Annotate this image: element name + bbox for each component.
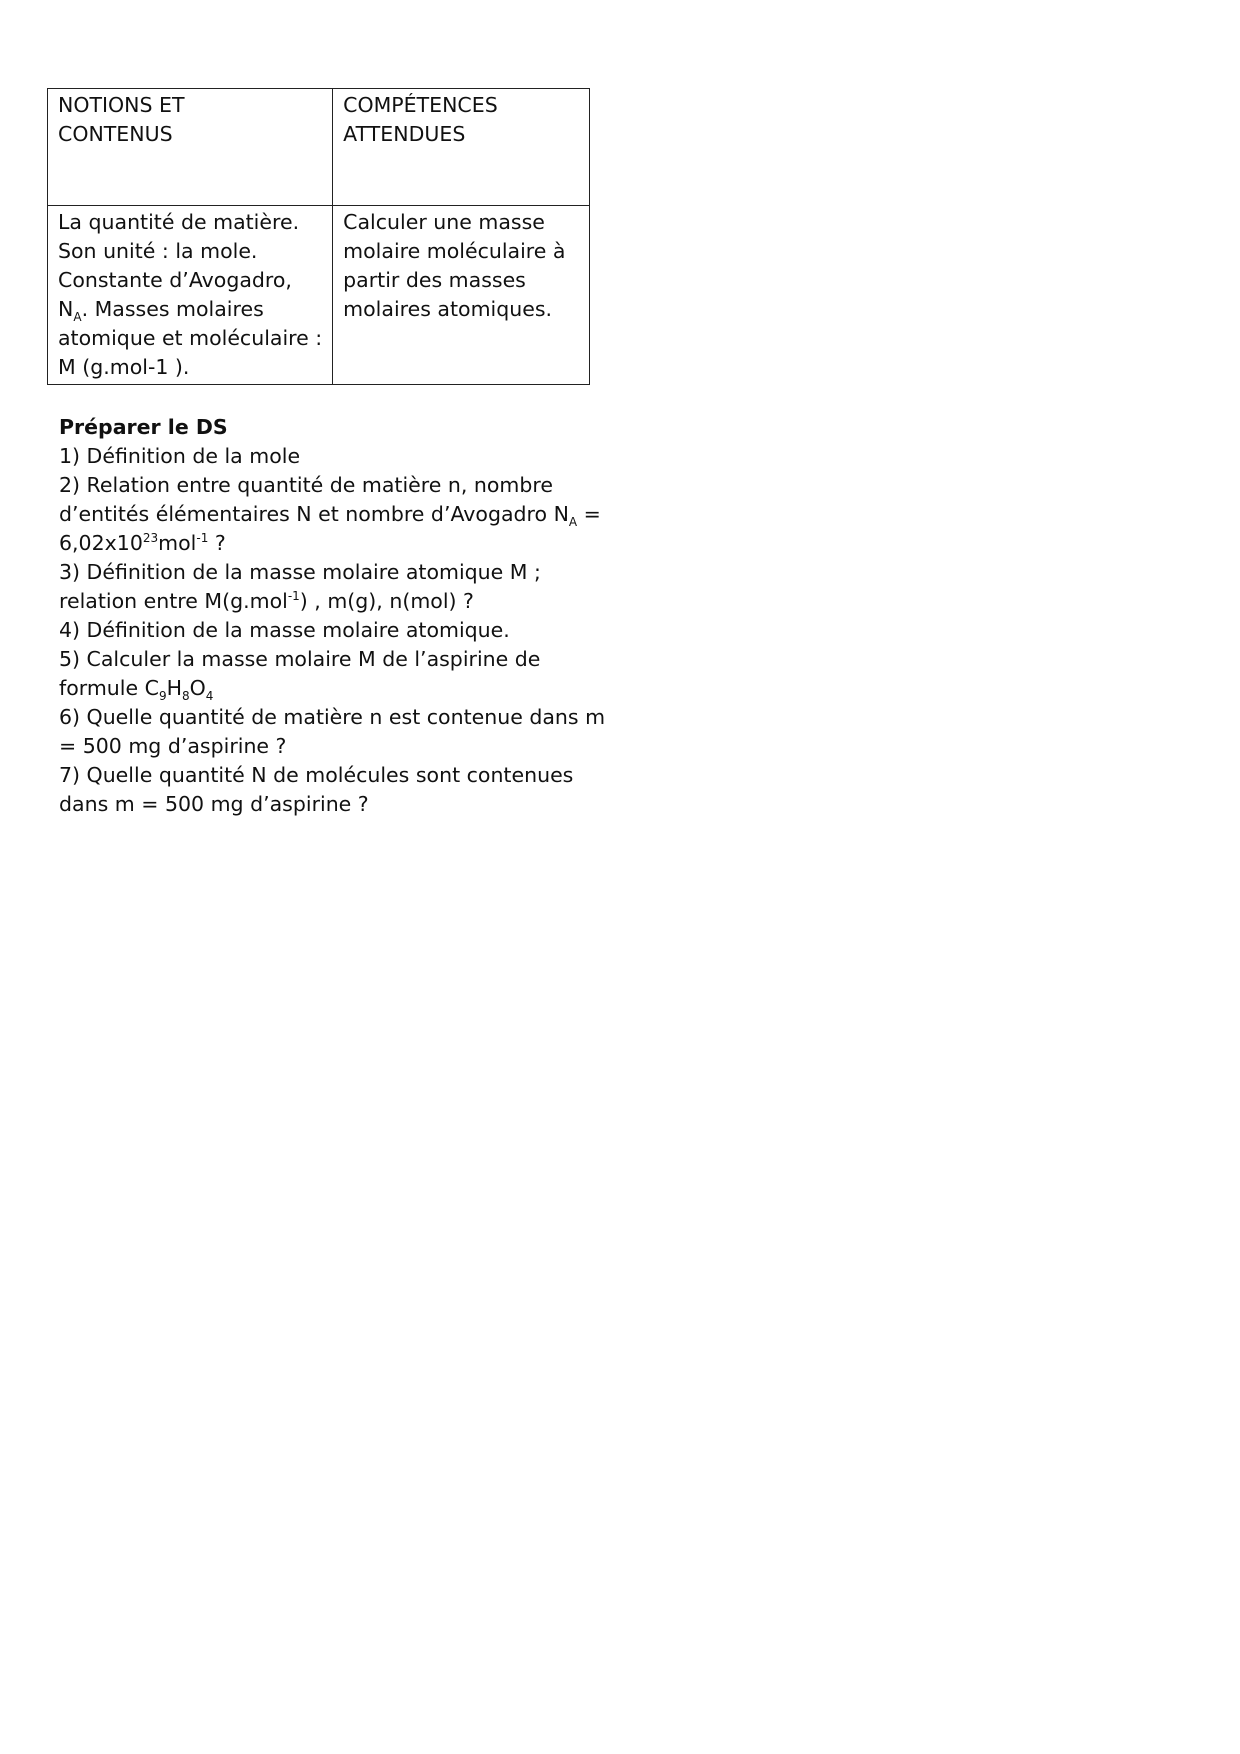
table-header-row xyxy=(48,89,590,206)
q2-question-mark: ? xyxy=(208,531,226,555)
q5-sub-c: 9 xyxy=(158,689,167,704)
q2-text-end: = xyxy=(577,502,601,526)
question-3-line2 xyxy=(59,587,599,616)
competences-line: Calculer une masse xyxy=(343,210,545,234)
question-7-line2: dans m = 500 mg d’aspirine ? xyxy=(59,792,369,816)
question-4: 4) Définition de la masse molaire atomique. xyxy=(59,618,510,642)
header-competences-line1: COMPÉTENCES xyxy=(343,93,498,117)
header-competences-line2: ATTENDUES xyxy=(343,122,466,146)
notions-line-rest: . Masses molaires xyxy=(81,297,264,321)
question-3-line1: 3) Définition de la masse molaire atomique M ; xyxy=(59,560,541,584)
header-competences-cell xyxy=(333,89,590,206)
avogadro-symbol: N xyxy=(58,297,74,321)
question-7-line1: 7) Quelle quantité N de molécules sont contenues xyxy=(59,763,574,787)
table-row xyxy=(48,206,590,385)
competences-line: partir des masses xyxy=(343,268,526,292)
competences-line: molaires atomiques. xyxy=(343,297,553,321)
header-notions-line2: CONTENUS xyxy=(58,122,173,146)
notions-line: La quantité de matière. xyxy=(58,210,300,234)
q5-sub-h: 8 xyxy=(182,689,190,704)
question-5-line2 xyxy=(59,674,599,703)
prep-title: Préparer le DS xyxy=(59,415,228,439)
q5-text: formule C xyxy=(59,676,159,700)
notions-line: atomique et moléculaire : xyxy=(58,326,323,350)
question-2-line3 xyxy=(59,529,599,558)
question-5-line1: 5) Calculer la masse molaire M de l’aspirine de xyxy=(59,647,541,671)
notions-line: M (g.mol-1 ). xyxy=(58,355,190,379)
question-2-line2 xyxy=(59,500,599,529)
notions-line: Son unité : la mole. xyxy=(58,239,258,263)
notions-line: Constante d’Avogadro, xyxy=(58,268,292,292)
competences-cell xyxy=(333,206,590,385)
q3-text: relation entre M(g.mol xyxy=(59,589,288,613)
question-6-line2: = 500 mg d’aspirine ? xyxy=(59,734,287,758)
question-2-line1: 2) Relation entre quantité de matière n, nombre xyxy=(59,473,554,497)
q3-exponent: -1 xyxy=(287,589,300,604)
q2-unit-exponent: -1 xyxy=(196,531,209,546)
header-notions-cell xyxy=(48,89,333,206)
q2-value: 6,02x10 xyxy=(59,531,143,555)
notions-cell xyxy=(48,206,333,385)
q2-exponent: 23 xyxy=(142,531,159,546)
question-6-line1: 6) Quelle quantité de matière n est contenue dans m xyxy=(59,705,606,729)
competences-line: molaire moléculaire à xyxy=(343,239,566,263)
q5-h: H xyxy=(166,676,182,700)
program-table xyxy=(47,88,590,385)
prep-section xyxy=(59,413,606,819)
header-notions-line1: NOTIONS ET xyxy=(58,93,185,117)
question-1: 1) Définition de la mole xyxy=(59,444,301,468)
q5-o: O xyxy=(189,676,206,700)
q5-sub-o: 4 xyxy=(205,689,214,704)
q2-unit: mol xyxy=(158,531,197,555)
avogadro-subscript: A xyxy=(73,310,82,325)
notions-line xyxy=(58,295,322,324)
q2-subscript: A xyxy=(568,515,578,530)
q3-text-end: ) , m(g), n(mol) ? xyxy=(299,589,474,613)
q2-text: d’entités élémentaires N et nombre d’Avogadro N xyxy=(59,502,569,526)
